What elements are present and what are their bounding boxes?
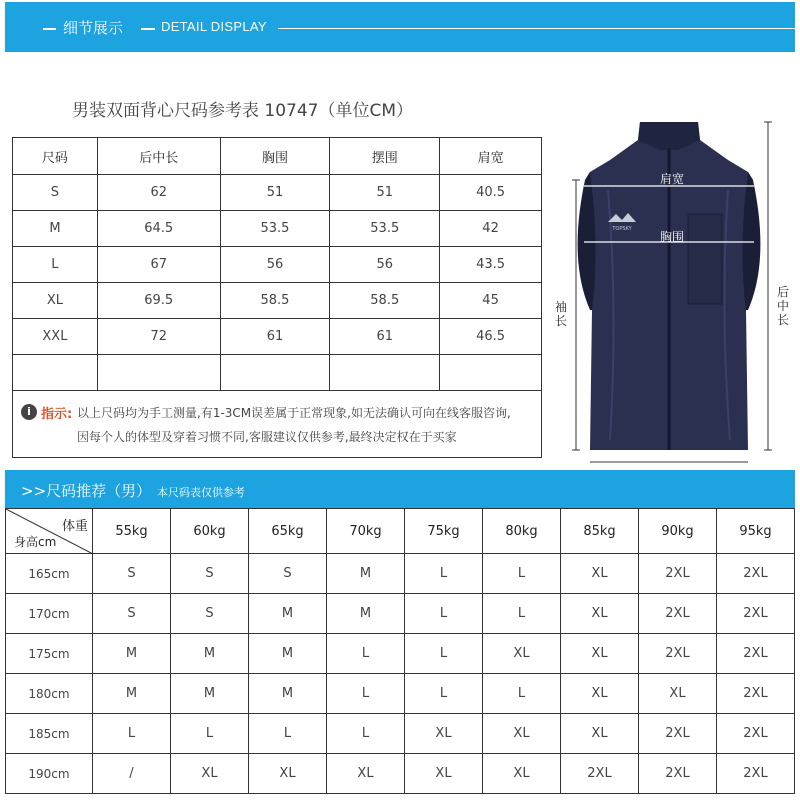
recommend-size-cell: L (405, 554, 483, 594)
size-cell: 51 (220, 175, 330, 211)
recommend-size-cell: S (93, 554, 171, 594)
recommend-size-cell: L (405, 634, 483, 674)
vest-illustration (548, 110, 798, 470)
weight-column-header: 85kg (561, 509, 639, 554)
recommend-size-cell: XL (405, 714, 483, 754)
weight-column-header: 70kg (327, 509, 405, 554)
size-cell: XXL (13, 319, 98, 355)
height-row-header: 170cm (6, 594, 93, 634)
recommend-size-cell: M (93, 674, 171, 714)
recommend-size-cell: L (327, 714, 405, 754)
recommend-row (6, 674, 795, 714)
weight-column-header: 80kg (483, 509, 561, 554)
size-recommend-table (5, 508, 795, 794)
recommend-size-cell: 2XL (717, 594, 795, 634)
header-dash-right (141, 28, 155, 30)
recommend-header-row (6, 509, 795, 554)
size-cell: 42 (440, 211, 542, 247)
size-recommend-header (5, 470, 795, 508)
size-table-row (13, 283, 542, 319)
recommend-size-cell: M (171, 674, 249, 714)
corner-cell (6, 509, 93, 554)
chest-label: 胸围 (660, 230, 685, 244)
recommend-size-cell: M (93, 634, 171, 674)
recommend-size-cell: XL (561, 554, 639, 594)
recommend-subtitle: 本尺码表仅供参考 (157, 486, 245, 499)
recommend-size-cell: M (327, 554, 405, 594)
size-cell: 40.5 (440, 175, 542, 211)
recommend-size-cell: 2XL (639, 594, 717, 634)
height-axis-label: 身高cm (14, 535, 57, 549)
recommend-size-cell: S (171, 554, 249, 594)
recommend-row (6, 634, 795, 674)
header-title-cn: 细节展示 (63, 19, 124, 37)
notice-line-2: 因每个人的体型及穿着习惯不同,客服建议仅供参考,最终决定权在于买家 (77, 430, 457, 444)
recommend-size-cell: L (405, 594, 483, 634)
weight-column-header: 95kg (717, 509, 795, 554)
recommend-size-cell: M (249, 594, 327, 634)
recommend-size-cell: M (171, 634, 249, 674)
recommend-size-cell: L (93, 714, 171, 754)
size-cell: 58.5 (220, 283, 330, 319)
recommend-size-cell: L (483, 594, 561, 634)
size-cell: 67 (97, 247, 220, 283)
recommend-size-cell: L (249, 714, 327, 754)
height-row-header: 175cm (6, 634, 93, 674)
recommend-size-cell: XL (561, 714, 639, 754)
recommend-size-cell: S (249, 554, 327, 594)
weight-column-header: 90kg (639, 509, 717, 554)
recommend-title: >>尺码推荐（男） (21, 482, 152, 500)
info-icon: i (21, 404, 37, 420)
recommend-size-cell: L (327, 634, 405, 674)
size-column-header: 摆围 (330, 138, 440, 175)
size-column-header: 后中长 (97, 138, 220, 175)
height-row-header: 185cm (6, 714, 93, 754)
size-table-row (13, 319, 542, 355)
weight-column-header: 60kg (171, 509, 249, 554)
size-cell: 45 (440, 283, 542, 319)
recommend-size-cell: XL (249, 754, 327, 794)
sleeve-length-label: 袖长 (554, 300, 567, 328)
recommend-size-cell: / (93, 754, 171, 794)
size-cell: 51 (330, 175, 440, 211)
header-dash-left (43, 28, 56, 30)
recommend-row (6, 554, 795, 594)
height-row-header: 190cm (6, 754, 93, 794)
recommend-size-cell: XL (561, 634, 639, 674)
recommend-size-cell: XL (327, 754, 405, 794)
recommend-size-cell: 2XL (717, 634, 795, 674)
size-chart-title: 男装双面背心尺码参考表 10747（单位CM） (72, 101, 414, 121)
recommend-size-cell: 2XL (717, 554, 795, 594)
recommend-row (6, 754, 795, 794)
recommend-size-cell: XL (483, 714, 561, 754)
recommend-size-cell: XL (405, 754, 483, 794)
recommend-size-cell: M (249, 634, 327, 674)
back-length-label: 后中长 (776, 285, 789, 327)
size-cell: 61 (330, 319, 440, 355)
size-cell (13, 355, 98, 391)
size-table-row (13, 175, 542, 211)
recommend-size-cell: L (171, 714, 249, 754)
weight-column-header: 55kg (93, 509, 171, 554)
recommend-size-cell: XL (483, 754, 561, 794)
size-table-row (13, 247, 542, 283)
recommend-size-cell: M (327, 594, 405, 634)
size-cell: XL (13, 283, 98, 319)
height-row-header: 165cm (6, 554, 93, 594)
height-row-header: 180cm (6, 674, 93, 714)
detail-display-header (5, 2, 795, 52)
size-cell: 53.5 (330, 211, 440, 247)
recommend-size-cell: S (93, 594, 171, 634)
notice-line-1: 以上尺码均为手工测量,有1-3CM误差属于正常现象,如无法确认可向在线客服咨询, (77, 406, 511, 420)
size-table (12, 137, 542, 391)
size-cell: 72 (97, 319, 220, 355)
recommend-size-cell: 2XL (639, 754, 717, 794)
header-title-en: DETAIL DISPLAY (161, 19, 267, 34)
size-cell (97, 355, 220, 391)
weight-axis-label: 体重 (61, 519, 88, 534)
notice-label: 指示: (41, 407, 73, 422)
recommend-size-cell: L (405, 674, 483, 714)
size-cell: L (13, 247, 98, 283)
recommend-size-cell: 2XL (639, 634, 717, 674)
recommend-size-cell: XL (561, 674, 639, 714)
size-cell: 56 (220, 247, 330, 283)
recommend-size-cell: XL (639, 674, 717, 714)
recommend-size-cell: XL (171, 754, 249, 794)
size-cell: M (13, 211, 98, 247)
recommend-size-cell: 2XL (717, 674, 795, 714)
weight-column-header: 75kg (405, 509, 483, 554)
size-cell: 53.5 (220, 211, 330, 247)
vest-image (548, 110, 798, 470)
size-column-header: 尺码 (13, 138, 98, 175)
recommend-size-cell: L (483, 674, 561, 714)
size-notice (12, 388, 542, 458)
size-cell: 58.5 (330, 283, 440, 319)
recommend-size-cell: 2XL (717, 714, 795, 754)
size-cell: 64.5 (97, 211, 220, 247)
header-rule (278, 28, 798, 29)
size-table-row (13, 355, 542, 391)
size-cell: 46.5 (440, 319, 542, 355)
size-cell: 69.5 (97, 283, 220, 319)
size-column-header: 胸围 (220, 138, 330, 175)
recommend-size-cell: L (483, 554, 561, 594)
recommend-size-cell: M (249, 674, 327, 714)
size-table-header-row (13, 138, 542, 175)
recommend-size-cell: 2XL (639, 554, 717, 594)
size-cell: 56 (330, 247, 440, 283)
size-cell (440, 355, 542, 391)
vest-brand-text: TOPSKY (612, 226, 632, 232)
size-cell: 43.5 (440, 247, 542, 283)
recommend-size-cell: 2XL (717, 754, 795, 794)
recommend-size-cell: XL (561, 594, 639, 634)
recommend-size-cell: S (171, 594, 249, 634)
size-cell (220, 355, 330, 391)
size-cell: 62 (97, 175, 220, 211)
size-table-row (13, 211, 542, 247)
size-column-header: 肩宽 (440, 138, 542, 175)
size-cell (330, 355, 440, 391)
recommend-size-cell: L (327, 674, 405, 714)
recommend-size-cell: XL (483, 634, 561, 674)
shoulder-label: 肩宽 (660, 172, 685, 186)
size-cell: 61 (220, 319, 330, 355)
weight-column-header: 65kg (249, 509, 327, 554)
recommend-row (6, 594, 795, 634)
recommend-size-cell: 2XL (561, 754, 639, 794)
recommend-size-cell: 2XL (639, 714, 717, 754)
size-cell: S (13, 175, 98, 211)
recommend-row (6, 714, 795, 754)
